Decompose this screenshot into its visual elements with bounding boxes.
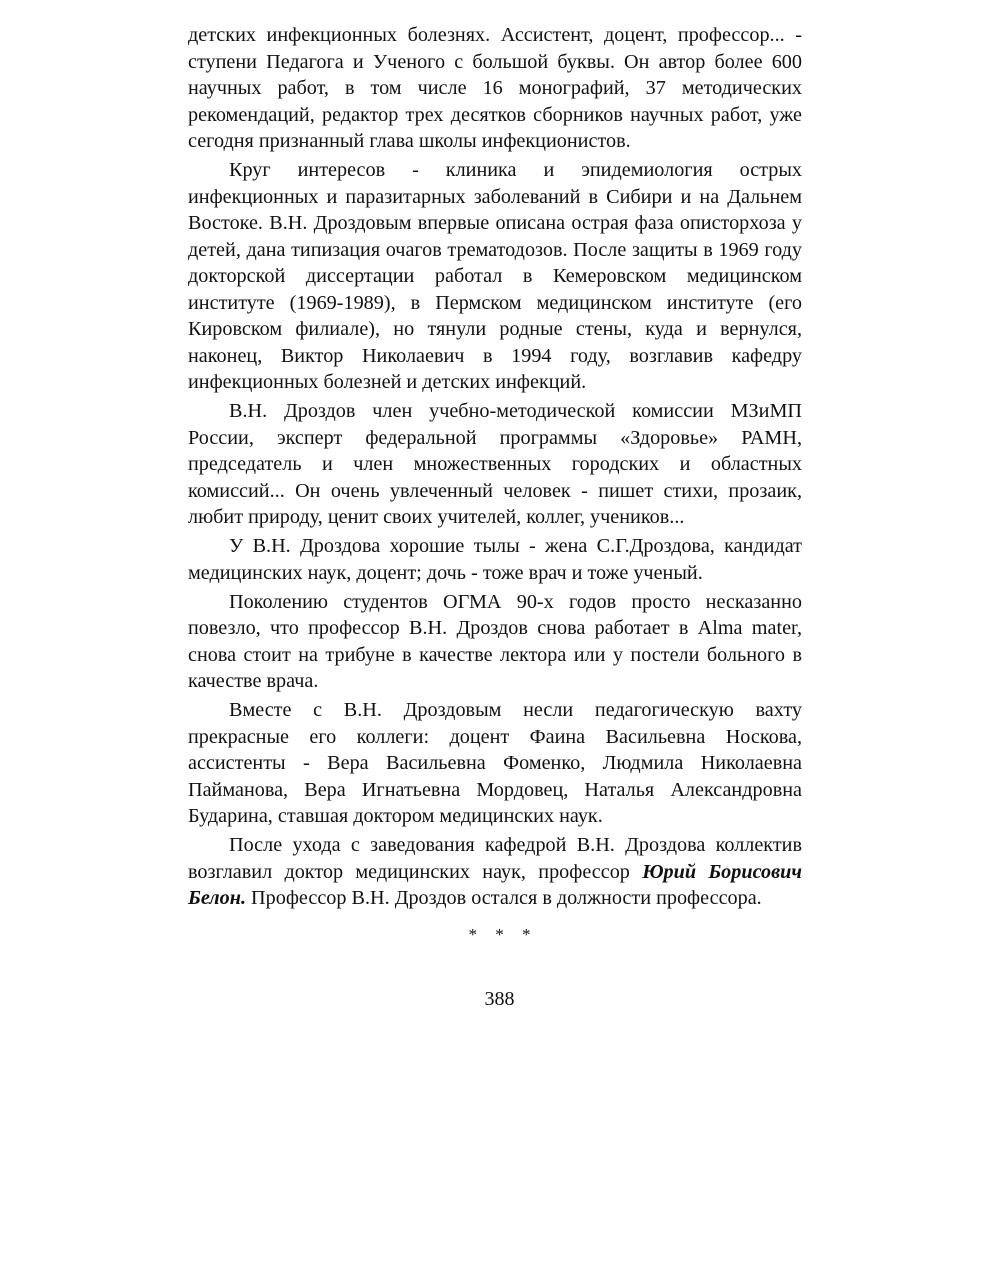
paragraph-7-text-before: После ухода с заведования кафедрой В.Н. Дроздова коллектив возглавил доктор медицинских наук, профессор bbox=[188, 834, 802, 883]
emphasized-name: Юрий Борисович Белон. bbox=[188, 860, 802, 909]
paragraph-1: детских инфекционных болезнях. Ассистент, доцент, профессор... - ступени Педагога и Ученого с большой буквы. Он автор более 600 научных работ, в том числе 16 монографий, 37 методических рекомендаций, редактор трех десятков сборников научных работ, уже сегодня признанный глава школы инфекционистов. bbox=[188, 24, 802, 152]
paragraph-3: В.Н. Дроздов член учебно-методической комиссии МЗиМП России, эксперт федеральной программы «Здоровье» РАМН, председатель и член множественных городских и областных комиссий... Он очень увлеченный человек - пишет стихи, прозаик, любит природу, ценит своих учителей, коллег, учеников... bbox=[188, 400, 802, 528]
paragraph-7 bbox=[188, 832, 802, 912]
paragraph-4: У В.Н. Дроздова хорошие тылы - жена С.Г.Дроздова, кандидат медицинских наук, доцент; дочь - тоже врач и тоже ученый. bbox=[188, 535, 802, 584]
page-body bbox=[188, 22, 802, 912]
page-number: 388 bbox=[484, 988, 515, 1010]
paragraph-7-text-after: Профессор В.Н. Дроздов остался в должности профессора. bbox=[246, 887, 762, 909]
section-separator: * * * bbox=[468, 925, 538, 944]
paragraph-2: Круг интересов - клиника и эпидемиология острых инфекционных и паразитарных заболеваний в Сибири и на Дальнем Востоке. В.Н. Дроздовым впервые описана острая фаза описторхоза у детей, дана типизация очагов трематодозов. После защиты в 1969 году докторской диссертации работал в Кемеровском медицинском институте (1969-1989), в Пермском медицинском институте (его Кировском филиале), но тянули родные стены, куда и вернулся, наконец, Виктор Николаевич в 1994 году, возглавив кафедру инфекционных болезней и детских инфекций. bbox=[188, 159, 802, 393]
paragraph-5: Поколению студентов ОГМА 90-х годов просто несказанно повезло, что профессор В.Н. Дроздов снова работает в Alma mater, снова стоит на трибуне в качестве лектора или у постели больного в качестве врача. bbox=[188, 590, 802, 692]
paragraph-6: Вместе с В.Н. Дроздовым несли педагогическую вахту прекрасные его коллеги: доцент Фаина Васильевна Носкова, ассистенты - Вера Васильевна Фоменко, Людмила Николаевна Пайманова, Вера Игнатьевна Мордовец, Наталья Александровна Бударина, ставшая доктором медицинских наук. bbox=[188, 699, 802, 827]
